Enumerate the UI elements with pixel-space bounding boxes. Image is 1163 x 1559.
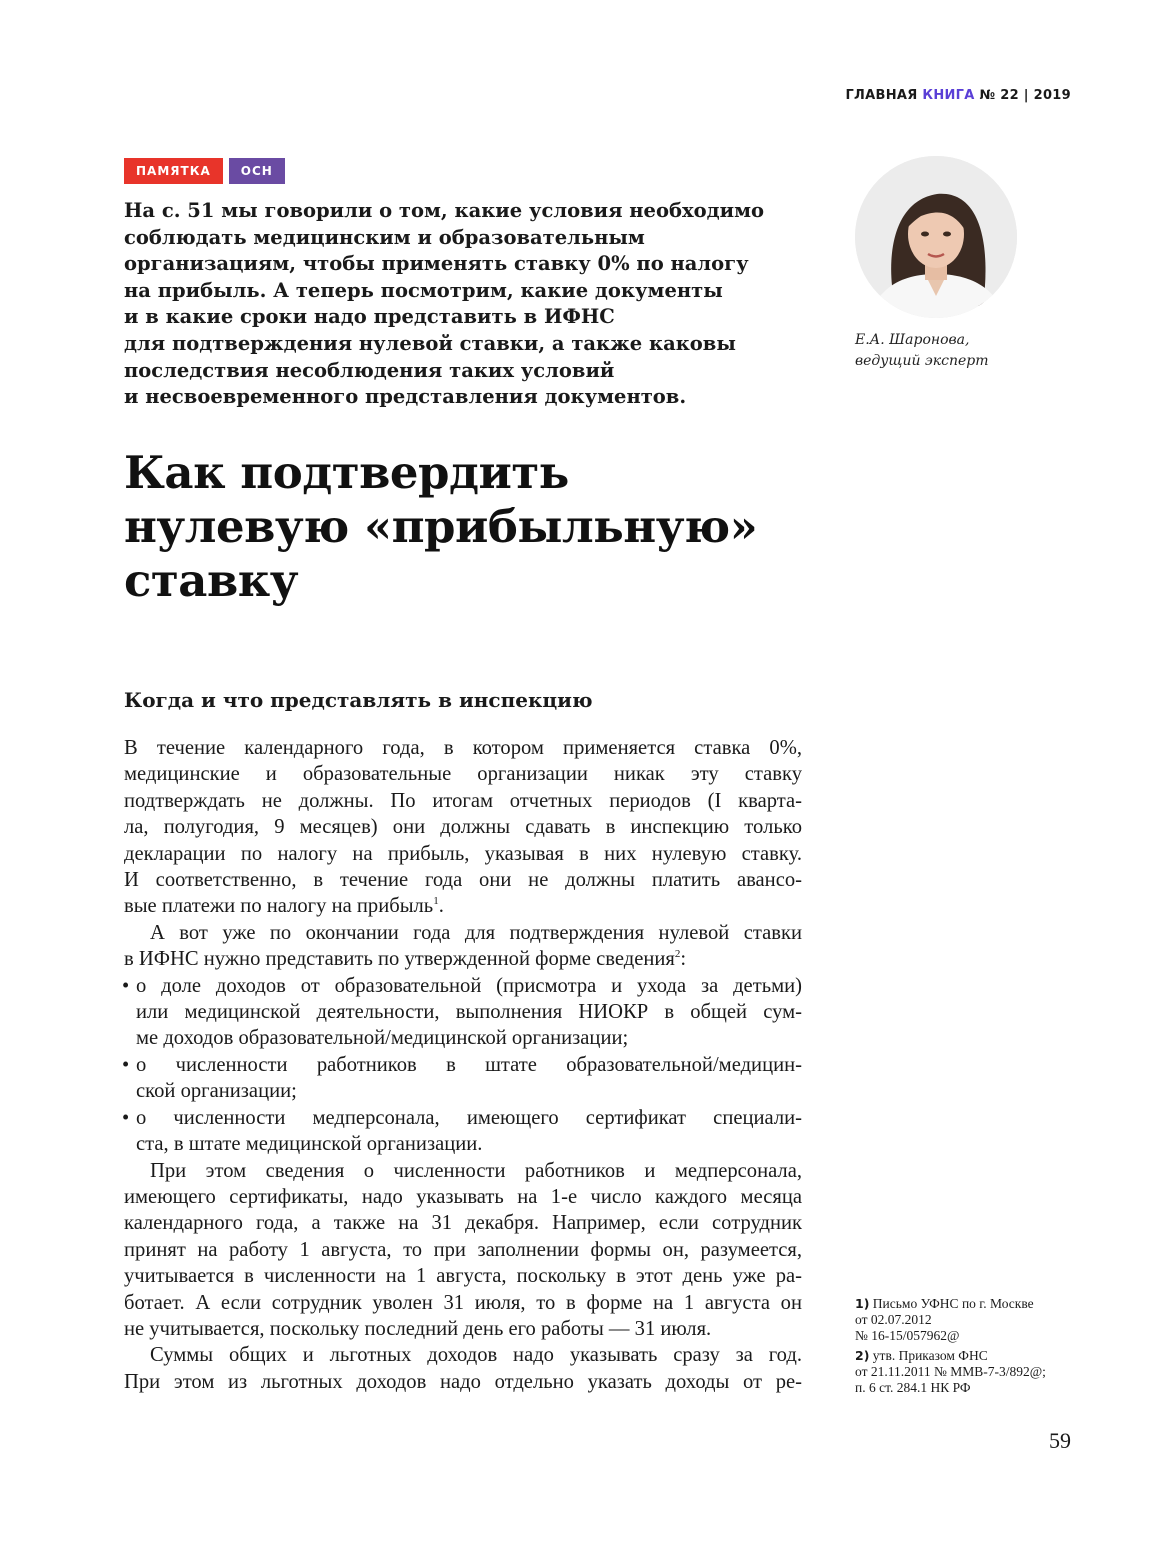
- bullet-continuation: или медицинской деятельности, выполнения НИОКР в общей сум-: [136, 1001, 802, 1024]
- footnote-ref-1: 1: [433, 895, 439, 908]
- lead-line: последствия несоблюдения таких условий: [124, 358, 615, 382]
- bullet-item: • о численности медперсонала, имеющего сертификат специали-: [124, 1105, 802, 1131]
- bullet-continuation: ме доходов образовательной/медицинской организации;: [136, 1027, 629, 1050]
- bullet-continuation: ской организации;: [136, 1080, 297, 1103]
- body-line: календарного года, а также на 31 декабря. Например, если сотрудник: [124, 1212, 802, 1235]
- body-line: [124, 946, 802, 972]
- footnote-line: [855, 1296, 1085, 1312]
- body-line: А вот уже по окончании года для подтверждения нулевой ставки: [150, 921, 802, 944]
- body-text: в ИФНС нужно представить по утвержденной форме сведения: [124, 948, 675, 971]
- brand-glavnaya: ГЛАВНАЯ: [845, 88, 918, 103]
- footnote-number: 1): [855, 1296, 870, 1311]
- title-line: нулевую «прибыльную»: [124, 500, 758, 553]
- author-role: ведущий эксперт: [855, 353, 989, 369]
- footnote-line: [855, 1348, 1085, 1364]
- body-text: :: [680, 948, 687, 971]
- brand-kniga: КНИГА: [922, 88, 975, 103]
- body-line: подтверждать не должны. По итогам отчетных периодов (I кварта-: [124, 789, 802, 812]
- bullet-item: • о численности работников в штате образовательной/медицин-: [124, 1052, 802, 1078]
- lead-line: для подтверждения нулевой ставки, а также каковы: [124, 331, 736, 355]
- body-line: принят на работу 1 августа, то при заполнении формы он, разумеется,: [124, 1238, 802, 1261]
- author-portrait: [855, 156, 1017, 318]
- lead-line: На с. 51 мы говорили о том, какие условия необходимо: [124, 199, 765, 222]
- footnote-text: утв. Приказом ФНС: [872, 1348, 988, 1363]
- footnote-line: п. 6 ст. 284.1 НК РФ: [855, 1380, 971, 1395]
- article-body: [124, 735, 802, 1395]
- footnote-number: 2): [855, 1348, 870, 1363]
- body-line: В течение календарного года, в котором применяется ставка 0%,: [124, 737, 802, 759]
- bullet-item: • о доле доходов от образовательной (присмотра и ухода за детьми): [124, 973, 802, 999]
- body-line: Суммы общих и льготных доходов надо указывать сразу за год.: [150, 1344, 802, 1367]
- lead-line: соблюдать медицинским и образовательным: [124, 225, 645, 249]
- footnote-1: [855, 1296, 1085, 1344]
- body-line: медицинские и образовательные организации никак эту ставку: [124, 763, 802, 786]
- body-line: не учитывается, поскольку последний день его работы — 31 июля.: [124, 1317, 712, 1340]
- footnote-line: от 21.11.2011 № ММВ-7-3/892@;: [855, 1364, 1046, 1379]
- title-line: ставку: [124, 554, 299, 607]
- footnote-line: № 16-15/057962@: [855, 1328, 960, 1343]
- tag-group: [124, 158, 285, 184]
- lead-line: организациям, чтобы применять ставку 0% по налогу: [124, 252, 749, 276]
- body-line: декларации по налогу на прибыль, указывая в них нулевую ставку.: [124, 842, 802, 865]
- section-heading: Когда и что представлять в инспекцию: [124, 688, 593, 712]
- body-line: имеющего сертификаты, надо указывать на 1-е число каждого месяца: [124, 1185, 802, 1208]
- author-name: Е.А. Шаронова,: [855, 332, 970, 348]
- body-line: При этом из льготных доходов надо отдельно указать доходы от ре-: [124, 1370, 802, 1393]
- body-line: И соответственно, в течение года они не должны платить авансо-: [124, 869, 802, 892]
- body-text: вые платежи по налогу на прибыль: [124, 895, 434, 918]
- lead-line: на прибыль. А теперь посмотрим, какие документы: [124, 278, 723, 302]
- body-line: При этом сведения о численности работников и медперсонала,: [150, 1159, 802, 1182]
- running-header: [845, 88, 1071, 103]
- author-caption: [855, 330, 989, 372]
- body-line: учитывается в численности на 1 августа, поскольку в этот день уже ра-: [124, 1265, 802, 1288]
- author-photo-illustration: [855, 156, 1017, 318]
- lead-line: и несвоевременного представления документов.: [124, 385, 687, 409]
- body-line: ботает. А если сотрудник уволен 31 июля, то в форме на 1 августа он: [124, 1291, 802, 1314]
- body-line: ла, полугодия, 9 месяцев) они должны сдавать в инспекцию только: [124, 816, 802, 839]
- lead-line: и в какие сроки надо представить в ИФНС: [124, 305, 615, 329]
- issue-number: № 22 | 2019: [979, 88, 1071, 103]
- tag-pamyatka: ПАМЯТКА: [124, 158, 223, 184]
- article-title: [124, 446, 824, 608]
- footnote-2: [855, 1348, 1085, 1396]
- footnote-ref-2: 2: [674, 948, 681, 961]
- footnotes: [855, 1296, 1085, 1400]
- footnote-line: от 02.07.2012: [855, 1312, 932, 1327]
- tag-osn: ОСН: [229, 158, 285, 184]
- footnote-text: Письмо УФНС по г. Москве: [872, 1296, 1034, 1311]
- body-text: .: [438, 895, 444, 918]
- lead-paragraph: [124, 198, 784, 411]
- bullet-continuation: ста, в штате медицинской организации.: [136, 1133, 483, 1156]
- body-line: [124, 893, 802, 919]
- title-line: Как подтвердить: [124, 446, 569, 499]
- page-number: 59: [1049, 1428, 1071, 1453]
